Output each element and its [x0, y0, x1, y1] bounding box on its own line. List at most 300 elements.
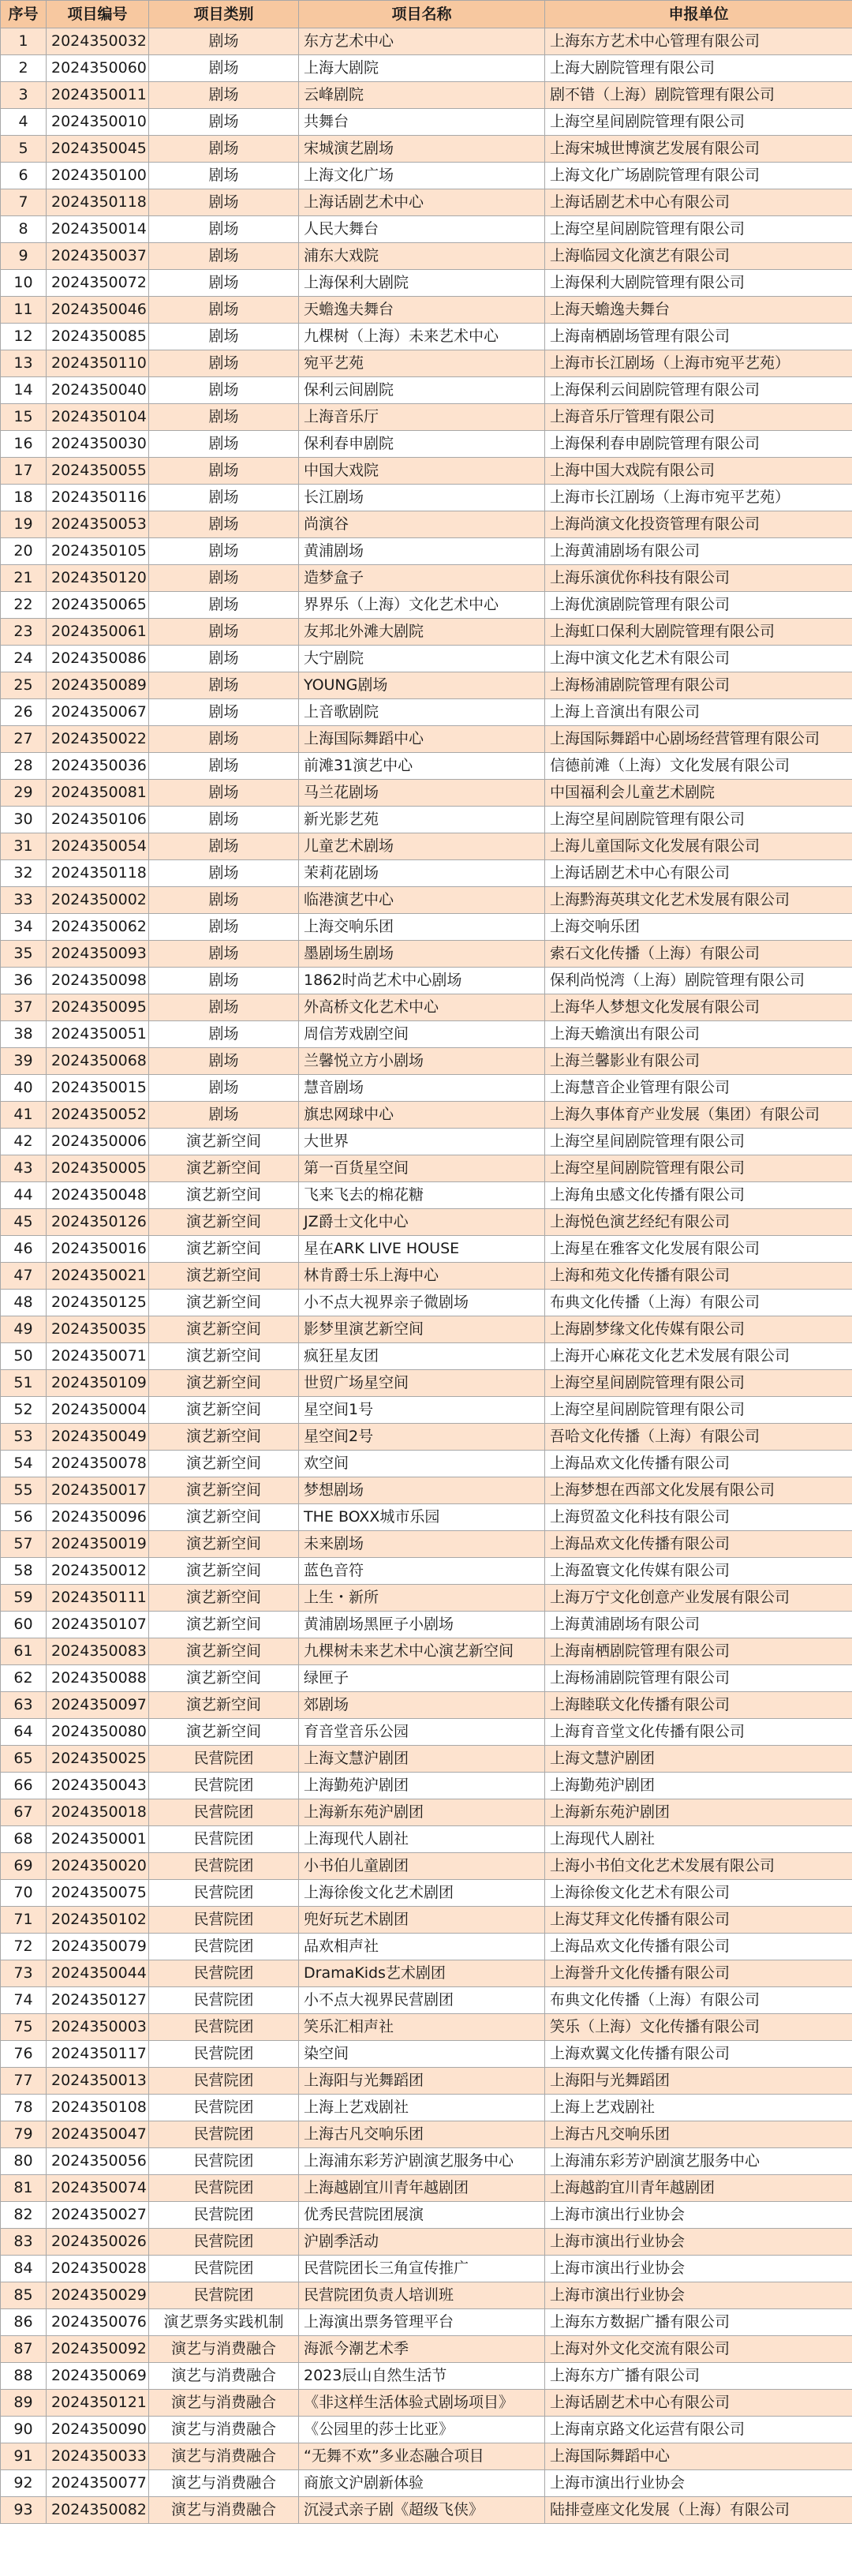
table-row [1, 2229, 852, 2256]
cell-index: 45 [1, 1209, 47, 1236]
header-index: 序号 [1, 1, 47, 28]
cell-index: 24 [1, 646, 47, 672]
cell-project-number: 2024350116 [47, 485, 149, 511]
cell-applicant-unit: 保利尚悦湾（上海）剧院管理有限公司 [545, 968, 852, 994]
cell-index: 93 [1, 2497, 47, 2524]
cell-project-name: 商旅文沪剧新体验 [299, 2470, 545, 2497]
cell-project-name: 优秀民营院团展演 [299, 2202, 545, 2229]
cell-project-number: 2024350093 [47, 941, 149, 968]
cell-project-name: 上海交响乐团 [299, 914, 545, 941]
cell-project-category: 剧场 [149, 565, 299, 592]
cell-project-category: 剧场 [149, 887, 299, 914]
cell-project-category: 演艺与消费融合 [149, 2497, 299, 2524]
cell-project-name: 外高桥文化艺术中心 [299, 994, 545, 1021]
cell-project-category: 民营院团 [149, 2121, 299, 2148]
cell-applicant-unit: 上海交响乐团 [545, 914, 852, 941]
table-row [1, 1021, 852, 1048]
cell-index: 61 [1, 1638, 47, 1665]
cell-project-name: DramaKids艺术剧团 [299, 1960, 545, 1987]
cell-index: 62 [1, 1665, 47, 1692]
cell-project-category: 演艺新空间 [149, 1370, 299, 1397]
cell-applicant-unit: 上海南栖剧院管理有限公司 [545, 1638, 852, 1665]
cell-project-number: 2024350076 [47, 2309, 149, 2336]
table-row [1, 780, 852, 807]
cell-index: 79 [1, 2121, 47, 2148]
table-row [1, 1987, 852, 2014]
cell-applicant-unit: 上海空星间剧院管理有限公司 [545, 1155, 852, 1182]
cell-index: 69 [1, 1853, 47, 1880]
cell-project-category: 剧场 [149, 350, 299, 377]
cell-project-number: 2024350104 [47, 404, 149, 431]
table-row [1, 1907, 852, 1934]
cell-project-number: 2024350048 [47, 1182, 149, 1209]
cell-project-name: 浦东大戏院 [299, 243, 545, 270]
cell-project-number: 2024350102 [47, 1907, 149, 1934]
table-row [1, 2175, 852, 2202]
table-row [1, 1102, 852, 1129]
cell-project-name: 上海古凡交响乐团 [299, 2121, 545, 2148]
table-row [1, 485, 852, 511]
cell-index: 22 [1, 592, 47, 619]
cell-index: 92 [1, 2470, 47, 2497]
cell-project-category: 民营院团 [149, 2041, 299, 2068]
cell-project-category: 剧场 [149, 807, 299, 833]
cell-index: 32 [1, 860, 47, 887]
cell-index: 31 [1, 833, 47, 860]
cell-index: 90 [1, 2417, 47, 2443]
cell-project-category: 民营院团 [149, 1907, 299, 1934]
cell-index: 71 [1, 1907, 47, 1934]
cell-index: 89 [1, 2390, 47, 2417]
table-row [1, 1209, 852, 1236]
table-row [1, 726, 852, 753]
cell-project-number: 2024350054 [47, 833, 149, 860]
cell-project-number: 2024350036 [47, 753, 149, 780]
table-row [1, 619, 852, 646]
cell-project-name: 保利春申剧院 [299, 431, 545, 458]
table-row [1, 2068, 852, 2095]
cell-project-number: 2024350075 [47, 1880, 149, 1907]
table-row [1, 1853, 852, 1880]
cell-project-number: 2024350003 [47, 2014, 149, 2041]
cell-index: 38 [1, 1021, 47, 1048]
cell-project-name: 上海勤苑沪剧团 [299, 1773, 545, 1799]
cell-project-number: 2024350005 [47, 1155, 149, 1182]
cell-project-name: 茉莉花剧场 [299, 860, 545, 887]
cell-project-number: 2024350035 [47, 1316, 149, 1343]
cell-index: 85 [1, 2282, 47, 2309]
cell-applicant-unit: 上海虹口保利大剧院管理有限公司 [545, 619, 852, 646]
cell-applicant-unit: 上海欢翼文化传播有限公司 [545, 2041, 852, 2068]
cell-project-number: 2024350069 [47, 2363, 149, 2390]
cell-project-name: 儿童艺术剧场 [299, 833, 545, 860]
cell-project-name: 笑乐汇相声社 [299, 2014, 545, 2041]
cell-project-name: 海派今潮艺术季 [299, 2336, 545, 2363]
cell-project-number: 2024350110 [47, 350, 149, 377]
cell-project-number: 2024350067 [47, 699, 149, 726]
cell-project-category: 演艺新空间 [149, 1209, 299, 1236]
cell-applicant-unit: 上海保利春申剧院管理有限公司 [545, 431, 852, 458]
cell-project-name: 染空间 [299, 2041, 545, 2068]
cell-project-category: 民营院团 [149, 1880, 299, 1907]
cell-project-name: 上海浦东彩芳沪剧演艺服务中心 [299, 2148, 545, 2175]
cell-index: 78 [1, 2095, 47, 2121]
cell-index: 19 [1, 511, 47, 538]
cell-project-name: 人民大舞台 [299, 216, 545, 243]
table-row [1, 538, 852, 565]
table-row [1, 1746, 852, 1773]
table-row [1, 431, 852, 458]
cell-project-number: 2024350004 [47, 1397, 149, 1424]
table-row [1, 1934, 852, 1960]
cell-project-category: 演艺新空间 [149, 1665, 299, 1692]
cell-project-name: 共舞台 [299, 109, 545, 136]
cell-applicant-unit: 上海话剧艺术中心有限公司 [545, 2390, 852, 2417]
cell-project-name: 上海徐俊文化艺术剧团 [299, 1880, 545, 1907]
cell-project-name: “无舞不欢”多业态融合项目 [299, 2443, 545, 2470]
cell-project-category: 演艺新空间 [149, 1263, 299, 1290]
cell-project-number: 2024350052 [47, 1102, 149, 1129]
cell-project-name: 上音歌剧院 [299, 699, 545, 726]
cell-applicant-unit: 上海品欢文化传播有限公司 [545, 1531, 852, 1558]
cell-index: 77 [1, 2068, 47, 2095]
cell-index: 7 [1, 189, 47, 216]
cell-index: 75 [1, 2014, 47, 2041]
cell-applicant-unit: 上海誉升文化传播有限公司 [545, 1960, 852, 1987]
cell-project-category: 演艺新空间 [149, 1531, 299, 1558]
cell-project-number: 2024350083 [47, 1638, 149, 1665]
cell-project-number: 2024350100 [47, 163, 149, 189]
cell-applicant-unit: 上海空星间剧院管理有限公司 [545, 1370, 852, 1397]
cell-applicant-unit: 上海久事体育产业发展（集团）有限公司 [545, 1102, 852, 1129]
cell-applicant-unit: 上海开心麻花文化艺术发展有限公司 [545, 1343, 852, 1370]
cell-project-name: 星空间1号 [299, 1397, 545, 1424]
cell-project-number: 2024350026 [47, 2229, 149, 2256]
cell-project-name: 上海上艺戏剧社 [299, 2095, 545, 2121]
table-row [1, 82, 852, 109]
cell-applicant-unit: 上海空星间剧院管理有限公司 [545, 216, 852, 243]
cell-index: 16 [1, 431, 47, 458]
cell-project-name: 世贸广场星空间 [299, 1370, 545, 1397]
cell-project-name: 黄浦剧场黑匣子小剧场 [299, 1612, 545, 1638]
cell-applicant-unit: 布典文化传播（上海）有限公司 [545, 1290, 852, 1316]
cell-project-name: 九棵树（上海）未来艺术中心 [299, 324, 545, 350]
cell-project-category: 剧场 [149, 511, 299, 538]
cell-project-number: 2024350013 [47, 2068, 149, 2095]
cell-project-name: 周信芳戏剧空间 [299, 1021, 545, 1048]
cell-project-name: 第一百货星空间 [299, 1155, 545, 1182]
cell-project-category: 民营院团 [149, 1826, 299, 1853]
cell-project-category: 剧场 [149, 109, 299, 136]
cell-applicant-unit: 剧不错（上海）剧院管理有限公司 [545, 82, 852, 109]
cell-project-name: 2023辰山自然生活节 [299, 2363, 545, 2390]
cell-project-category: 民营院团 [149, 1960, 299, 1987]
cell-project-name: 上海演出票务管理平台 [299, 2309, 545, 2336]
cell-project-name: 上海话剧艺术中心 [299, 189, 545, 216]
table-row [1, 1504, 852, 1531]
cell-applicant-unit: 笑乐（上海）文化传播有限公司 [545, 2014, 852, 2041]
table-row [1, 1558, 852, 1585]
table-row [1, 1424, 852, 1451]
cell-project-category: 民营院团 [149, 2202, 299, 2229]
table-row [1, 2202, 852, 2229]
cell-project-category: 演艺新空间 [149, 1504, 299, 1531]
cell-index: 13 [1, 350, 47, 377]
cell-index: 53 [1, 1424, 47, 1451]
cell-project-category: 演艺新空间 [149, 1558, 299, 1585]
cell-project-name: 星空间2号 [299, 1424, 545, 1451]
cell-applicant-unit: 上海天蟾逸夫舞台 [545, 297, 852, 324]
cell-index: 48 [1, 1290, 47, 1316]
cell-project-number: 2024350055 [47, 458, 149, 485]
cell-project-category: 剧场 [149, 163, 299, 189]
cell-index: 67 [1, 1799, 47, 1826]
table-row [1, 1799, 852, 1826]
cell-applicant-unit: 上海尚演文化投资管理有限公司 [545, 511, 852, 538]
cell-project-number: 2024350037 [47, 243, 149, 270]
cell-index: 30 [1, 807, 47, 833]
cell-applicant-unit: 上海品欢文化传播有限公司 [545, 1451, 852, 1477]
cell-applicant-unit: 上海盈寰文化传媒有限公司 [545, 1558, 852, 1585]
cell-project-name: 大宁剧院 [299, 646, 545, 672]
table-row [1, 860, 852, 887]
cell-project-name: 中国大戏院 [299, 458, 545, 485]
table-row [1, 2121, 852, 2148]
cell-project-category: 民营院团 [149, 2068, 299, 2095]
cell-index: 37 [1, 994, 47, 1021]
cell-project-category: 演艺与消费融合 [149, 2363, 299, 2390]
cell-applicant-unit: 上海勤苑沪剧团 [545, 1773, 852, 1799]
table-row [1, 189, 852, 216]
cell-project-number: 2024350092 [47, 2336, 149, 2363]
cell-project-category: 剧场 [149, 968, 299, 994]
table-row [1, 2336, 852, 2363]
cell-project-name: 上海文慧沪剧团 [299, 1746, 545, 1773]
cell-index: 57 [1, 1531, 47, 1558]
cell-project-category: 演艺新空间 [149, 1290, 299, 1316]
cell-project-name: THE BOXX城市乐园 [299, 1504, 545, 1531]
table-row [1, 2443, 852, 2470]
table-row [1, 699, 852, 726]
cell-project-name: 宛平艺苑 [299, 350, 545, 377]
cell-index: 55 [1, 1477, 47, 1504]
header-project-name: 项目名称 [299, 1, 545, 28]
cell-project-name: 上海越剧宜川青年越剧团 [299, 2175, 545, 2202]
table-row [1, 1129, 852, 1155]
cell-project-name: 小书伯儿童剧团 [299, 1853, 545, 1880]
cell-index: 14 [1, 377, 47, 404]
cell-index: 52 [1, 1397, 47, 1424]
cell-index: 5 [1, 136, 47, 163]
cell-index: 43 [1, 1155, 47, 1182]
cell-project-category: 演艺新空间 [149, 1612, 299, 1638]
table-row [1, 1182, 852, 1209]
cell-applicant-unit: 上海中国大戏院有限公司 [545, 458, 852, 485]
cell-index: 1 [1, 28, 47, 55]
cell-project-category: 民营院团 [149, 2014, 299, 2041]
cell-index: 58 [1, 1558, 47, 1585]
cell-project-number: 2024350020 [47, 1853, 149, 1880]
cell-project-number: 2024350077 [47, 2470, 149, 2497]
cell-index: 21 [1, 565, 47, 592]
cell-project-category: 民营院团 [149, 1853, 299, 1880]
cell-project-name: 民营院团长三角宣传推广 [299, 2256, 545, 2282]
cell-project-number: 2024350014 [47, 216, 149, 243]
cell-project-number: 2024350078 [47, 1451, 149, 1477]
cell-applicant-unit: 上海市演出行业协会 [545, 2256, 852, 2282]
cell-project-name: 疯狂星友团 [299, 1343, 545, 1370]
cell-project-number: 2024350065 [47, 592, 149, 619]
cell-index: 80 [1, 2148, 47, 2175]
table-row [1, 1477, 852, 1504]
cell-project-number: 2024350096 [47, 1504, 149, 1531]
cell-project-number: 2024350028 [47, 2256, 149, 2282]
cell-index: 6 [1, 163, 47, 189]
cell-applicant-unit: 上海现代人剧社 [545, 1826, 852, 1853]
table-row [1, 753, 852, 780]
cell-project-name: 飞来飞去的棉花糖 [299, 1182, 545, 1209]
cell-applicant-unit: 上海天蟾演出有限公司 [545, 1021, 852, 1048]
table-row [1, 2363, 852, 2390]
table-row [1, 324, 852, 350]
cell-project-category: 民营院团 [149, 1799, 299, 1826]
cell-project-name: 临港演艺中心 [299, 887, 545, 914]
table-row [1, 1638, 852, 1665]
table-row [1, 1719, 852, 1746]
cell-project-number: 2024350088 [47, 1665, 149, 1692]
cell-applicant-unit: 上海空星间剧院管理有限公司 [545, 1397, 852, 1424]
cell-project-name: 育音堂音乐公园 [299, 1719, 545, 1746]
table-row [1, 109, 852, 136]
cell-applicant-unit: 上海杨浦剧院管理有限公司 [545, 1665, 852, 1692]
cell-project-name: 上生・新所 [299, 1585, 545, 1612]
cell-project-name: 云峰剧院 [299, 82, 545, 109]
cell-index: 84 [1, 2256, 47, 2282]
cell-project-category: 民营院团 [149, 1934, 299, 1960]
cell-index: 23 [1, 619, 47, 646]
cell-project-number: 2024350108 [47, 2095, 149, 2121]
table-row [1, 1665, 852, 1692]
cell-project-name: 梦想剧场 [299, 1477, 545, 1504]
table-row [1, 1155, 852, 1182]
table-row [1, 2095, 852, 2121]
cell-project-name: 马兰花剧场 [299, 780, 545, 807]
cell-project-category: 剧场 [149, 1075, 299, 1102]
cell-project-number: 2024350033 [47, 2443, 149, 2470]
cell-project-number: 2024350120 [47, 565, 149, 592]
cell-applicant-unit: 上海文化广场剧院管理有限公司 [545, 163, 852, 189]
cell-project-name: 小不点大视界民营剧团 [299, 1987, 545, 2014]
table-row [1, 216, 852, 243]
cell-applicant-unit: 上海兰馨影业有限公司 [545, 1048, 852, 1075]
cell-project-name: JZ爵士文化中心 [299, 1209, 545, 1236]
cell-project-name: 大世界 [299, 1129, 545, 1155]
table-row [1, 1826, 852, 1853]
cell-project-number: 2024350022 [47, 726, 149, 753]
cell-project-name: 上海文化广场 [299, 163, 545, 189]
cell-project-number: 2024350111 [47, 1585, 149, 1612]
cell-index: 26 [1, 699, 47, 726]
cell-project-name: 宋城演艺剧场 [299, 136, 545, 163]
cell-project-name: 未来剧场 [299, 1531, 545, 1558]
cell-project-category: 民营院团 [149, 2175, 299, 2202]
cell-applicant-unit: 上海南京路文化运营有限公司 [545, 2417, 852, 2443]
table-row [1, 163, 852, 189]
cell-applicant-unit: 上海浦东彩芳沪剧演艺服务中心 [545, 2148, 852, 2175]
cell-project-number: 2024350016 [47, 1236, 149, 1263]
cell-applicant-unit: 索石文化传播（上海）有限公司 [545, 941, 852, 968]
cell-index: 8 [1, 216, 47, 243]
cell-project-number: 2024350127 [47, 1987, 149, 2014]
cell-project-number: 2024350010 [47, 109, 149, 136]
cell-project-name: 《非这样生活体验式剧场项目》 [299, 2390, 545, 2417]
cell-applicant-unit: 上海优演剧院管理有限公司 [545, 592, 852, 619]
cell-project-category: 剧场 [149, 726, 299, 753]
cell-project-category: 演艺与消费融合 [149, 2390, 299, 2417]
table-row [1, 28, 852, 55]
cell-project-number: 2024350072 [47, 270, 149, 297]
cell-project-category: 剧场 [149, 404, 299, 431]
cell-project-category: 民营院团 [149, 1773, 299, 1799]
table-row [1, 1048, 852, 1075]
table-row [1, 1612, 852, 1638]
cell-applicant-unit: 上海东方广播有限公司 [545, 2363, 852, 2390]
cell-project-category: 演艺新空间 [149, 1397, 299, 1424]
cell-project-number: 2024350006 [47, 1129, 149, 1155]
cell-project-number: 2024350044 [47, 1960, 149, 1987]
cell-applicant-unit: 上海星在雅客文化发展有限公司 [545, 1236, 852, 1263]
cell-index: 25 [1, 672, 47, 699]
table-row [1, 833, 852, 860]
table-row [1, 1451, 852, 1477]
cell-index: 88 [1, 2363, 47, 2390]
header-project-number: 项目编号 [47, 1, 149, 28]
cell-project-number: 2024350047 [47, 2121, 149, 2148]
cell-project-category: 剧场 [149, 458, 299, 485]
table-row [1, 646, 852, 672]
cell-applicant-unit: 上海南栖剧场管理有限公司 [545, 324, 852, 350]
cell-project-number: 2024350019 [47, 1531, 149, 1558]
cell-project-category: 民营院团 [149, 2148, 299, 2175]
cell-project-category: 剧场 [149, 833, 299, 860]
cell-index: 87 [1, 2336, 47, 2363]
table-row [1, 2470, 852, 2497]
cell-index: 74 [1, 1987, 47, 2014]
cell-index: 64 [1, 1719, 47, 1746]
cell-applicant-unit: 上海上音演出有限公司 [545, 699, 852, 726]
cell-project-category: 演艺新空间 [149, 1477, 299, 1504]
cell-applicant-unit: 上海保利大剧院管理有限公司 [545, 270, 852, 297]
cell-applicant-unit: 上海大剧院管理有限公司 [545, 55, 852, 82]
cell-applicant-unit: 上海文慧沪剧团 [545, 1746, 852, 1773]
cell-project-category: 演艺票务实践机制 [149, 2309, 299, 2336]
cell-project-number: 2024350001 [47, 1826, 149, 1853]
cell-project-number: 2024350051 [47, 1021, 149, 1048]
cell-applicant-unit: 上海上艺戏剧社 [545, 2095, 852, 2121]
table-row [1, 565, 852, 592]
cell-project-name: 上海音乐厅 [299, 404, 545, 431]
cell-project-category: 剧场 [149, 243, 299, 270]
cell-index: 72 [1, 1934, 47, 1960]
cell-index: 28 [1, 753, 47, 780]
cell-applicant-unit: 上海临园文化演艺有限公司 [545, 243, 852, 270]
cell-project-category: 演艺新空间 [149, 1451, 299, 1477]
cell-project-number: 2024350080 [47, 1719, 149, 1746]
table-row [1, 511, 852, 538]
cell-index: 81 [1, 2175, 47, 2202]
table-row [1, 994, 852, 1021]
cell-index: 86 [1, 2309, 47, 2336]
